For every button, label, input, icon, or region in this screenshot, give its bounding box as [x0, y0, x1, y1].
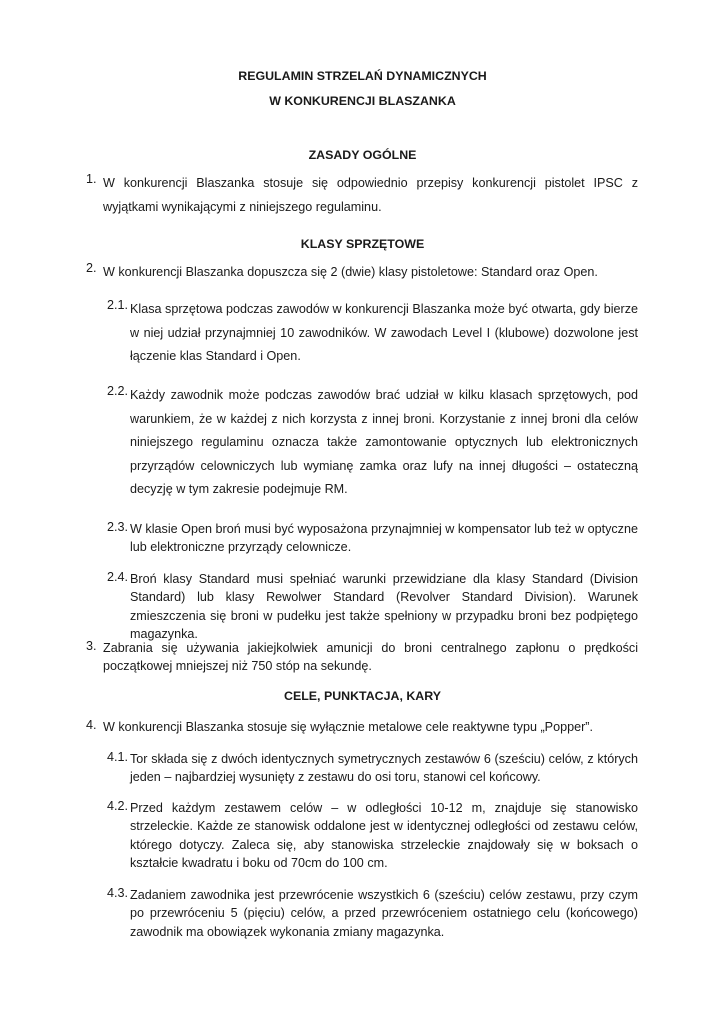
- paragraph-3: [86, 639, 638, 676]
- paragraph-text: W klasie Open broń musi być wyposażona przynajmniej w kompensator lub też w optyczne lub elektroniczne przyrządy celownicze.: [130, 522, 638, 555]
- paragraph-text: W konkurencji Blaszanka stosuje się wyłącznie metalowe cele reaktywne typu „Popper”.: [103, 720, 593, 734]
- paragraph-number: 3.: [86, 639, 97, 653]
- paragraph-text: Klasa sprzętowa podczas zawodów w konkurencji Blaszanka może być otwarta, gdy bierze w niej udział przynajmniej 10 zawodników. W zawodach Level I (klubowe) dozwolone jest łączenie klas Standard i Open.: [130, 302, 638, 363]
- paragraph-text: Tor składa się z dwóch identycznych symetrycznych zestawów 6 (sześciu) celów, z których jeden – najbardziej wysunięty z zestawu do osi toru, stanowi cel końcowy.: [130, 752, 638, 785]
- paragraph-number: 4.3.: [107, 886, 129, 900]
- paragraph-2: [86, 261, 638, 285]
- paragraph-text: W konkurencji Blaszanka dopuszcza się 2 (dwie) klasy pistoletowe: Standard oraz Open.: [103, 265, 598, 279]
- paragraph-text: Każdy zawodnik może podczas zawodów brać udział w kilku klasach sprzętowych, pod warunkiem, że w każdej z nich korzysta z innej broni. Korzystanie z innej broni dla celów niniejszego regulaminu oznacza także zamontowanie optycznych lub elektronicznych przyrządów celowniczych lub wymianę zamka oraz lufy na innej długości – ostateczną decyzję w tym zakresie podejmuje RM.: [130, 388, 638, 496]
- paragraph-text: W konkurencji Blaszanka stosuje się odpowiednio przepisy konkurencji pistolet IPSC z wyjątkami wynikającymi z niniejszego regulaminu.: [103, 176, 638, 214]
- paragraph-text: Zabrania się używania jakiejkolwiek amunicji do broni centralnego zapłonu o prędkości początkowej mniejszej niż 750 stóp na sekundę.: [103, 641, 638, 674]
- section-heading-classes: KLASY SPRZĘTOWE: [300, 237, 425, 251]
- paragraph-4-1: [107, 750, 638, 787]
- paragraph-number: 2.4.: [107, 570, 129, 584]
- paragraph-4-3: [107, 886, 638, 941]
- section-heading-general: ZASADY OGÓLNE: [308, 148, 417, 162]
- section-heading-targets: CELE, PUNKTACJA, KARY: [284, 689, 441, 703]
- paragraph-number: 2.: [86, 261, 97, 275]
- paragraph-text: Zadaniem zawodnika jest przewrócenie wszystkich 6 (sześciu) celów zestawu, przy czym po przewróceniu 5 (pięciu) celów, a przed przewróceniem ostatniego celu (końcowego) zawodnik ma obowiązek wykonania zmiany magazynka.: [130, 888, 638, 939]
- paragraph-number: 1.: [86, 172, 97, 186]
- paragraph-2-1: [107, 298, 638, 369]
- paragraph-number: 4.2.: [107, 799, 129, 813]
- paragraph-number: 2.1.: [107, 298, 129, 312]
- paragraph-text: Broń klasy Standard musi spełniać warunki przewidziane dla klasy Standard (Division Standard) lub klasy Rewolwer Standard (Revolver Standard Division). Warunek zmieszczenia się broni w pudełku jest także spełniony w przypadku broni bez podpiętego magazynka.: [130, 572, 638, 641]
- paragraph-4: [86, 718, 638, 736]
- paragraph-1: [86, 172, 638, 219]
- paragraph-4-2: [107, 799, 638, 872]
- paragraph-number: 2.3.: [107, 520, 129, 534]
- paragraph-number: 2.2.: [107, 384, 129, 398]
- paragraph-number: 4.1.: [107, 750, 129, 764]
- paragraph-number: 4.: [86, 718, 97, 732]
- paragraph-2-4: [107, 570, 638, 643]
- paragraph-2-2: [107, 384, 638, 502]
- document-title-line1: REGULAMIN STRZELAŃ DYNAMICZNYCH: [238, 69, 487, 83]
- document-title-line2: W KONKURENCJI BLASZANKA: [269, 94, 456, 108]
- paragraph-2-3: [107, 520, 638, 557]
- paragraph-text: Przed każdym zestawem celów – w odległości 10-12 m, znajduje się stanowisko strzeleckie. Każde ze stanowisk oddalone jest w identycznej odległości od zestawu celów, którego dotyczy. Zaleca się, aby stanowiska strzeleckie znajdowały się w boksach o kształcie kwadratu i boku od 70cm do 100 cm.: [130, 801, 638, 870]
